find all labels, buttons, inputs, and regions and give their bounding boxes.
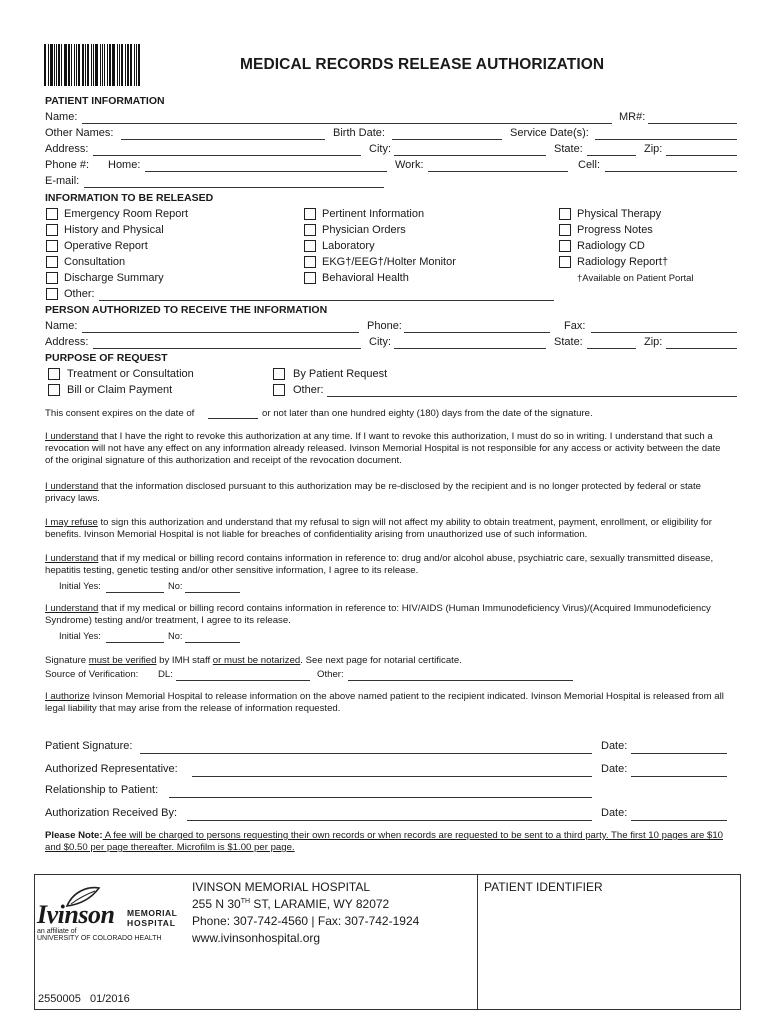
service-dates-field[interactable] [595, 139, 737, 140]
verify-d: or must be notarized [212, 655, 301, 666]
p6-text: Ivinson Memorial Hospital to release information on the above named patient to the recipient indicated. Ivinson Memorial Hospital is released from all legal liability that may arise from the release of information requested. [45, 691, 724, 714]
barcode-bar [127, 44, 130, 86]
purpose-other-label: Other: [293, 384, 324, 396]
initial-yes-label-2: Initial Yes: [59, 631, 101, 641]
initial-yes-field-2[interactable] [106, 642, 164, 643]
auth-zip-label: Zip: [644, 336, 663, 348]
hiv-paragraph [45, 603, 725, 627]
revoke-paragraph [45, 431, 725, 467]
physician-orders-label: Physician Orders [322, 224, 406, 236]
consent-text-a: This consent expires on the date of [45, 408, 195, 419]
auth-fax-label: Fax: [564, 320, 586, 332]
ekg-checkbox[interactable] [304, 256, 316, 268]
authorized-heading: PERSON AUTHORIZED TO RECEIVE THE INFORMATION [45, 304, 328, 316]
other-names-field[interactable] [121, 139, 325, 140]
address-a: 255 N 30 [192, 897, 241, 911]
p1-text: that I have the right to revoke this authorization at any time. If I want to revoke this authorization, I must do so in writing. I understand that such a revocation will not have any effect on any information already released. Ivinson Memorial Hospital is not responsible for any access or activity between the date of the original signature of this authorization and receipt of the revocation document. [45, 431, 721, 466]
address-sup: TH [240, 898, 251, 905]
other-info-field[interactable] [99, 300, 554, 301]
rep-date-field[interactable] [631, 776, 727, 777]
p4-lead: I understand [45, 553, 99, 564]
initial-yes-label-1: Initial Yes: [59, 581, 101, 591]
barcode-bar [44, 44, 46, 86]
operative-report-label: Operative Report [64, 240, 148, 252]
barcode-bar [61, 44, 62, 86]
received-by-label: Authorization Received By: [45, 807, 178, 819]
p1-lead: I understand [45, 431, 99, 442]
logo-ucol: UNIVERSITY OF COLORADO HEALTH [37, 935, 162, 942]
auth-city-field[interactable] [394, 348, 546, 349]
radiology-cd-checkbox[interactable] [559, 240, 571, 252]
verify-a: Signature [45, 655, 89, 666]
state-label: State: [554, 143, 583, 155]
auth-rep-label: Authorized Representative: [45, 763, 178, 775]
address-b: ST, LARAMIE, WY 82072 [250, 897, 390, 911]
note-text: A fee will be charged to persons requesting their own records or when records are requested to be sent to a third party. The first 10 pages are $10 and $0.50 per page thereafter. Microfilm is $1.00 per page. [45, 830, 723, 853]
fee-note [45, 830, 735, 854]
auth-zip-field[interactable] [666, 348, 737, 349]
barcode-bar [56, 44, 57, 86]
auth-phone-field[interactable] [404, 332, 550, 333]
progress-notes-label: Progress Notes [577, 224, 653, 236]
radiology-report-checkbox[interactable] [559, 256, 571, 268]
zip-label: Zip: [644, 143, 663, 155]
auth-address-field[interactable] [93, 348, 361, 349]
barcode-bar [85, 44, 86, 86]
p4-text: that if my medical or billing record contains information in reference to: drug and/or alcohol abuse, psychiatric care, sexually transmitted disease, hepatitis testing, genetic testing and/or other sensitive information, I agree to its release. [45, 553, 714, 576]
verify-c: by IMH staff [156, 655, 213, 666]
address-field[interactable] [93, 155, 361, 156]
other-names-label: Other Names: [45, 127, 114, 139]
barcode-bar [107, 44, 108, 86]
barcode-bar [112, 44, 115, 86]
history-physical-label: History and Physical [64, 224, 164, 236]
portal-note: †Available on Patient Portal [577, 273, 694, 284]
p2-lead: I understand [45, 481, 99, 492]
barcode-bar [119, 44, 120, 86]
laboratory-checkbox[interactable] [304, 240, 316, 252]
pertinent-info-label: Pertinent Information [322, 208, 425, 220]
home-phone-field[interactable] [145, 171, 387, 172]
physician-orders-checkbox[interactable] [304, 224, 316, 236]
other-info-checkbox[interactable] [46, 288, 58, 300]
hospital-website[interactable]: www.ivinsonhospital.org [192, 931, 321, 945]
barcode-bar [78, 44, 81, 86]
physical-therapy-checkbox[interactable] [559, 208, 571, 220]
logo-affiliate: an affiliate of [37, 928, 77, 935]
refuse-paragraph [45, 517, 725, 541]
barcode-bar [82, 44, 84, 86]
er-report-label: Emergency Room Report [64, 208, 189, 220]
form-title: MEDICAL RECORDS RELEASE AUTHORIZATION [240, 56, 605, 73]
source-verification-label: Source of Verification: [45, 669, 139, 680]
p6-lead: I authorize [45, 691, 90, 702]
received-date-field[interactable] [631, 820, 727, 821]
initial-no-label-1: No: [168, 581, 183, 591]
barcode-bar [91, 44, 92, 86]
behavioral-health-checkbox[interactable] [304, 272, 316, 284]
cell-phone-field[interactable] [605, 171, 737, 172]
form-number: 2550005 01/2016 [38, 993, 130, 1005]
address-label: Address: [45, 143, 89, 155]
sensitive-info-paragraph [45, 553, 725, 577]
consultation-checkbox[interactable] [46, 256, 58, 268]
barcode-bar [50, 44, 53, 86]
info-released-heading: INFORMATION TO BE RELEASED [45, 192, 214, 204]
patient-date-label: Date: [601, 740, 628, 752]
other-info-label: Other: [64, 288, 95, 300]
billing-checkbox[interactable] [48, 384, 60, 396]
barcode-bar [64, 44, 67, 86]
email-label: E-mail: [45, 175, 80, 187]
consent-expire-field[interactable] [208, 418, 258, 419]
work-label: Work: [395, 159, 424, 171]
verify-other-label: Other: [317, 669, 344, 680]
home-label: Home: [108, 159, 141, 171]
hospital-phone-fax: Phone: 307-742-4560 | Fax: 307-742-1924 [192, 914, 420, 928]
barcode-bar [109, 44, 111, 86]
er-report-checkbox[interactable] [46, 208, 58, 220]
barcode-bar [100, 44, 101, 86]
radiology-report-label: Radiology Report† [577, 256, 669, 268]
barcode-bar [48, 44, 49, 86]
hospital-address [192, 897, 389, 911]
auth-address-label: Address: [45, 336, 89, 348]
service-dates-label: Service Date(s): [510, 127, 589, 139]
barcode-bar [136, 44, 137, 86]
barcode-bar [134, 44, 135, 86]
city-label: City: [369, 143, 391, 155]
barcode-bar [121, 44, 123, 86]
behavioral-health-label: Behavioral Health [322, 272, 409, 284]
received-date-label: Date: [601, 807, 628, 819]
purpose-heading: PURPOSE OF REQUEST [45, 352, 168, 364]
barcode-bar [104, 44, 105, 86]
mr-field[interactable] [648, 123, 737, 124]
discharge-summary-checkbox[interactable] [46, 272, 58, 284]
radiology-cd-label: Radiology CD [577, 240, 645, 252]
consent-text-b: or not later than one hundred eighty (180) days from the date of the signature. [262, 408, 593, 419]
pertinent-info-checkbox[interactable] [304, 208, 316, 220]
barcode-bar [95, 44, 98, 86]
auth-city-label: City: [369, 336, 391, 348]
initial-no-field-2[interactable] [185, 642, 240, 643]
consultation-label: Consultation [64, 256, 126, 268]
mr-label: MR#: [619, 111, 646, 123]
patient-request-checkbox[interactable] [273, 368, 285, 380]
dl-label: DL: [158, 669, 173, 680]
relationship-field[interactable] [169, 797, 592, 798]
verify-b: must be verified [88, 655, 157, 666]
birth-date-label: Birth Date: [333, 127, 385, 139]
p5-lead: I understand [45, 603, 99, 614]
city-field[interactable] [394, 155, 546, 156]
hospital-name: IVINSON MEMORIAL HOSPITAL [192, 880, 371, 894]
barcode-bar [102, 44, 104, 86]
received-by-field[interactable] [187, 820, 592, 821]
patient-signature-label: Patient Signature: [45, 740, 133, 752]
barcode-bar [87, 44, 89, 86]
auth-name-label: Name: [45, 320, 78, 332]
phone-label: Phone #: [45, 159, 90, 171]
dl-field[interactable] [176, 680, 310, 681]
barcode [44, 44, 142, 86]
work-phone-field[interactable] [428, 171, 568, 172]
auth-name-field[interactable] [82, 332, 359, 333]
ekg-label: EKG†/EEG†/Holter Monitor [322, 256, 456, 268]
barcode-bar [68, 44, 70, 86]
p2-text: that the information disclosed pursuant to this authorization may be re-disclosed by the recipient and is no longer protected by federal or state privacy laws. [45, 481, 701, 504]
patient-signature-field[interactable] [140, 753, 592, 754]
patient-date-field[interactable] [631, 753, 727, 754]
p5-text: that if my medical or billing record contains information in reference to: HIV/AIDS (Human Immunodeficiency Virus)/(Acquired Immunodeficiency Syndrome) testing and/or treatment, I agree to its release. [45, 603, 711, 626]
logo-memorial: MEMORIAL [127, 908, 178, 918]
barcode-bar [125, 44, 126, 86]
verify-e: . See next page for notarial certificate. [300, 655, 462, 666]
verify-text [45, 655, 462, 666]
patient-identifier-label: PATIENT IDENTIFIER [484, 880, 603, 894]
auth-phone-label: Phone: [367, 320, 402, 332]
operative-report-checkbox[interactable] [46, 240, 58, 252]
auth-fax-field[interactable] [591, 332, 737, 333]
auth-state-label: State: [554, 336, 583, 348]
patient-name-field[interactable] [82, 123, 612, 124]
auth-state-field[interactable] [587, 348, 636, 349]
barcode-bar [54, 44, 55, 86]
zip-field[interactable] [666, 155, 737, 156]
physical-therapy-label: Physical Therapy [577, 208, 662, 220]
barcode-bar [130, 44, 132, 86]
purpose-other-field[interactable] [327, 396, 737, 397]
history-physical-checkbox[interactable] [46, 224, 58, 236]
auth-rep-field[interactable] [192, 776, 592, 777]
cell-label: Cell: [578, 159, 601, 171]
note-label: Please Note: [45, 830, 103, 841]
p3-text: to sign this authorization and understand that my refusal to sign will not affect my ability to obtain treatment, payment, enrollment, or eligibility for benefits. Ivinson Memorial Hospital is not liable for breaches of confidentiality arising from unauthorized use of such information. [45, 517, 712, 540]
laboratory-label: Laboratory [322, 240, 375, 252]
footer-divider [477, 874, 478, 1010]
purpose-other-checkbox[interactable] [273, 384, 285, 396]
initial-no-label-2: No: [168, 631, 183, 641]
barcode-bar [93, 44, 94, 86]
barcode-bar [71, 44, 72, 86]
patient-request-label: By Patient Request [293, 368, 388, 380]
progress-notes-checkbox[interactable] [559, 224, 571, 236]
barcode-bar [74, 44, 75, 86]
initial-no-field-1[interactable] [185, 592, 240, 593]
hospital-logo [37, 884, 177, 944]
birth-date-field[interactable] [392, 139, 502, 140]
relationship-label: Relationship to Patient: [45, 784, 159, 796]
barcode-bar [76, 44, 77, 86]
logo-hospital: HOSPITAL [127, 918, 176, 928]
treatment-checkbox[interactable] [48, 368, 60, 380]
initial-yes-field-1[interactable] [106, 592, 164, 593]
barcode-bar [138, 44, 140, 86]
discharge-summary-label: Discharge Summary [64, 272, 164, 284]
email-field[interactable] [84, 187, 384, 188]
state-field[interactable] [587, 155, 636, 156]
rep-date-label: Date: [601, 763, 628, 775]
treatment-label: Treatment or Consultation [67, 368, 194, 380]
barcode-bar [58, 44, 60, 86]
p3-lead: I may refuse [45, 517, 98, 528]
authorize-paragraph [45, 691, 725, 715]
billing-label: Bill or Claim Payment [67, 384, 173, 396]
verify-other-field[interactable] [348, 680, 573, 681]
patient-info-heading: PATIENT INFORMATION [45, 95, 165, 107]
redisclose-paragraph [45, 481, 725, 505]
logo-word: Ivinson [37, 900, 115, 929]
barcode-bar [117, 44, 118, 86]
name-label: Name: [45, 111, 78, 123]
